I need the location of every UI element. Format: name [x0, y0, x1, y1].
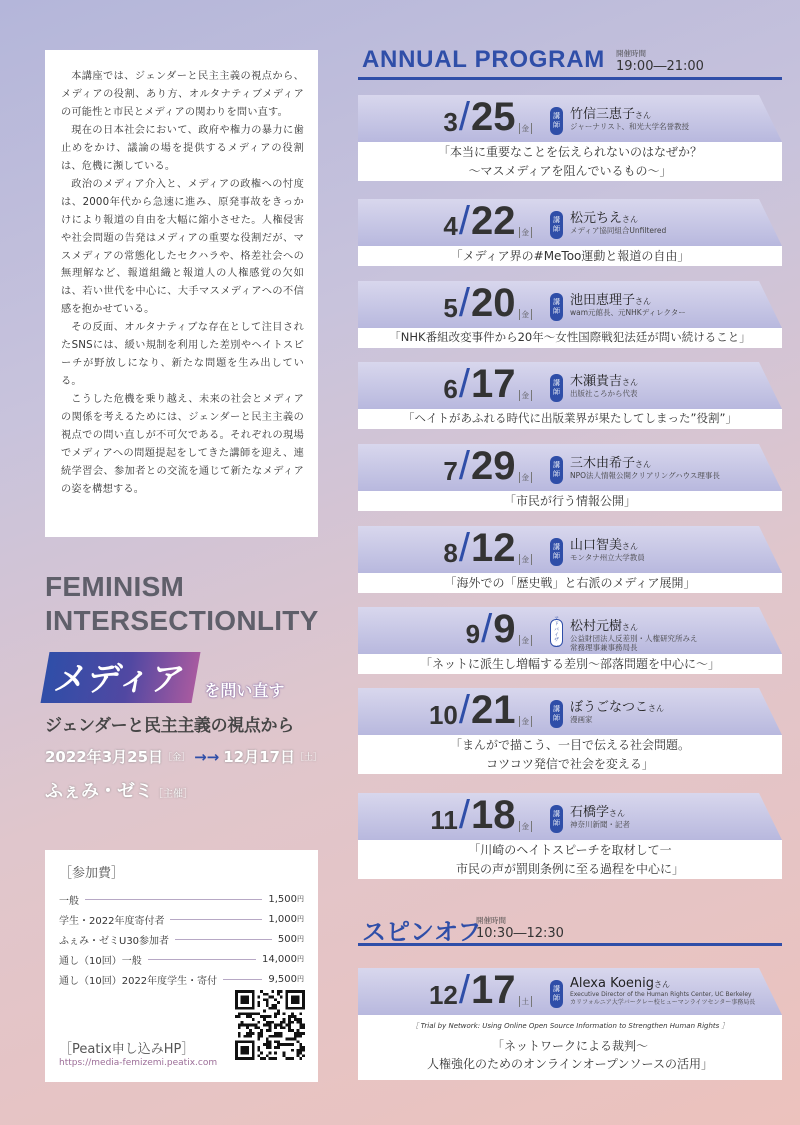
speaker-san: さん — [622, 623, 639, 632]
arrow-icon: →→ — [194, 747, 220, 766]
session-card — [358, 607, 782, 674]
lecturer-badge: 講 師 — [550, 211, 563, 239]
peatix-url-link[interactable]: https://media-femizemi.peatix.com — [59, 1058, 218, 1068]
speaker — [570, 370, 638, 398]
speaker-san: さん — [622, 378, 639, 387]
speaker-affiliation: メディア協同組合Unfiltered — [570, 226, 667, 235]
date-slash: / — [458, 968, 470, 1012]
spinoff-time — [476, 915, 564, 941]
lecturer-badge: 講 師 — [550, 456, 563, 484]
fee-price: 14,000 — [262, 953, 297, 965]
fee-label: 通し（10回）2022年度学生・寄付 — [59, 975, 218, 987]
date-slash: / — [458, 444, 470, 488]
spinoff-card — [358, 968, 782, 1080]
date-slash: / — [458, 526, 470, 570]
speaker — [570, 696, 664, 724]
brand-en-line1: FEMINISM — [45, 571, 185, 602]
fee-box — [45, 850, 318, 1082]
yen-unit: 円 — [297, 935, 304, 943]
date-slash: / — [458, 95, 470, 139]
fee-row — [59, 929, 304, 949]
session-month: 6 — [443, 374, 458, 404]
session-month: 3 — [443, 107, 458, 137]
session-weekday: 金 — [519, 123, 533, 134]
date-slash: / — [458, 688, 470, 732]
session-card — [358, 793, 782, 879]
session-card — [358, 362, 782, 429]
speaker-affiliation: 公益財団法人反差別・人権研究所みえ — [570, 634, 698, 643]
session-weekday: 金 — [519, 635, 533, 646]
fee-price: 9,500 — [268, 973, 297, 985]
speaker-affiliation: モンタナ州立大学教員 — [570, 553, 645, 562]
program-time — [616, 48, 704, 74]
fee-row — [59, 909, 304, 929]
brand-block — [45, 570, 345, 803]
speaker-affiliation: 出版社ころから代表 — [570, 389, 638, 398]
session-weekday: 金 — [519, 227, 533, 238]
yen-unit: 円 — [297, 975, 304, 983]
session-card — [358, 281, 782, 348]
session-month: 5 — [443, 293, 458, 323]
speaker-affiliation: カリフォルニア大学バークレー校ヒューマンライツセンター事務局長 — [570, 998, 756, 1006]
speaker — [570, 534, 645, 562]
date-start-weekday: ［金］ — [163, 753, 191, 764]
session-topic: コツコツ発信で社会を変える」 — [486, 756, 654, 771]
session-weekday: 金 — [519, 554, 533, 565]
date-slash: / — [458, 199, 470, 243]
date-start: 2022年3月25日 — [45, 748, 164, 767]
speaker-affiliation: 神奈川新聞・記者 — [570, 820, 630, 829]
session-date — [428, 688, 532, 732]
yen-unit: 円 — [297, 895, 304, 903]
session-topic: 市民の声が罰則条例に至る過程を中心に」 — [455, 861, 684, 876]
fee-row — [59, 889, 304, 909]
program-header — [358, 44, 782, 80]
session-day: 17 — [471, 968, 516, 1012]
lecturer-badge: 講 師 — [550, 538, 563, 566]
yen-unit: 円 — [297, 955, 304, 963]
time-value: 19:00―21:00 — [616, 59, 704, 74]
speaker-name: Alexa Koenig — [570, 976, 654, 991]
organizer — [45, 777, 345, 803]
subtitle: ジェンダーと民主主義の視点から — [45, 716, 294, 737]
session-day: 9 — [493, 607, 516, 651]
main-title — [45, 652, 345, 703]
advisor-badge: ア ド バ イ ザ ー — [550, 619, 563, 647]
brand-en-line2: INTERSECTIONLITY — [45, 605, 319, 637]
lecturer-badge: 講 師 — [550, 293, 563, 321]
fee-title: ［参加費］ — [59, 866, 125, 881]
qr-code-icon[interactable] — [235, 990, 305, 1060]
time-label: 開催時間 — [476, 916, 506, 925]
organizer-name: ふぇみ・ゼミ — [45, 781, 153, 803]
date-slash: / — [458, 793, 470, 837]
speaker-name: 山口智美 — [570, 538, 623, 553]
session-weekday: 金 — [519, 390, 533, 401]
intro-paragraph: 政治のメディア介入と、メディアの政権への忖度は、2000年代から急速に進み、原発事故をきっかけにより報道の自由を大幅に縮小させた。人権侵害や社会問題の告発はメディアの重要な役割だが、マスメディアの常態化したセクハラや、格差社会への無理解など、報道組織と報道人の人権感覚の欠如は、若い世代を中心に、大手マスメディアへの不信感を抱かせている。 — [61, 178, 304, 316]
session-weekday: 金 — [519, 309, 533, 320]
fee-bottom — [59, 990, 304, 1070]
main-title-media: メディア — [41, 652, 201, 703]
speaker-name: 木瀬貴吉 — [570, 374, 623, 389]
speaker — [570, 615, 698, 653]
session-english-title: ［ Trial by Network: Using Online Open Source Information to Strengthen Human Rights ］ — [411, 1022, 729, 1031]
session-date — [465, 607, 532, 651]
session-month: 10 — [428, 700, 458, 730]
session-topic: 「まんがで描こう、一目で伝える社会問題。 — [449, 738, 690, 753]
speaker-name: 三木由希子 — [570, 456, 636, 471]
peatix-label: ［Peatix申し込みHP］ — [59, 1042, 195, 1057]
fee-label: 一般 — [59, 895, 79, 907]
session-topic: 「本当に重要なことを伝えられないのはなぜか？ — [437, 145, 702, 160]
speaker — [570, 289, 686, 317]
session-date — [428, 968, 532, 1012]
session-topic: 〜マスメディアを阻んでいるもの〜」 — [468, 163, 672, 178]
session-date — [443, 281, 532, 325]
speaker-affiliation: Executive Director of the Human Rights Center, UC Berkeley — [570, 991, 752, 998]
session-day: 17 — [471, 362, 516, 406]
program-title: ANNUAL PROGRAM — [362, 46, 605, 73]
session-topic: 「市民が行う情報公開」 — [503, 493, 636, 508]
session-card — [358, 444, 782, 511]
date-end: 12月17日 — [223, 748, 295, 767]
lecturer-badge: 講 師 — [550, 980, 563, 1008]
intro-paragraph: 本講座では、ジェンダーと民主主義の視点から、メディアの役割、あり方、オルタナティブメディアの可能性と市民とメディアの関わりを問い直す。 — [61, 71, 304, 118]
session-month: 8 — [443, 538, 458, 568]
speaker-affiliation: NPO法人情報公開クリアリングハウス理事長 — [570, 471, 720, 480]
speaker — [570, 207, 666, 235]
fee-row — [59, 969, 304, 989]
session-month: 4 — [443, 211, 458, 241]
session-date — [443, 444, 532, 488]
session-day: 18 — [471, 793, 516, 837]
session-month: 11 — [430, 805, 458, 835]
session-date — [443, 526, 532, 570]
fee-price: 500 — [277, 933, 297, 945]
speaker-san: さん — [635, 297, 652, 306]
speaker — [570, 976, 755, 1006]
speaker — [570, 103, 689, 131]
speaker-affiliation: 常務理事兼事務局長 — [570, 643, 638, 653]
intro-paragraph: その反面、オルタナティブな存在として注目されたSNSには、緩い規制を利用した差別やヘイトスピーチが野放しになり、新たな問題を生み出している。 — [61, 322, 304, 388]
session-date — [443, 199, 532, 243]
session-topic: 「ヘイトがあふれる時代に出版業界が果たしてしまった”役割”」 — [403, 411, 737, 426]
session-day: 12 — [471, 526, 516, 570]
session-date — [430, 793, 532, 837]
spinoff-header — [358, 912, 782, 946]
session-weekday: 土 — [519, 996, 533, 1007]
fee-price: 1,000 — [268, 913, 297, 925]
speaker — [570, 452, 720, 480]
organizer-role: ［主催］ — [153, 789, 193, 801]
session-card — [358, 526, 782, 593]
session-topic: 人権強化のためのオンラインオープンソースの活用」 — [427, 1057, 713, 1072]
lecturer-badge: 講 師 — [550, 700, 563, 728]
session-weekday: 金 — [519, 716, 533, 727]
session-day: 20 — [471, 281, 516, 325]
fee-row — [59, 949, 304, 969]
session-card — [358, 199, 782, 266]
session-day: 25 — [471, 95, 516, 139]
speaker-affiliation: 漫画家 — [570, 715, 593, 724]
speaker-affiliation: wam元館長、元NHKディレクター — [570, 308, 686, 317]
session-date — [443, 95, 532, 139]
session-date — [443, 362, 532, 406]
session-weekday: 金 — [519, 821, 533, 832]
speaker-name: 石橋学 — [570, 805, 610, 820]
session-topic: 「川崎のヘイトスピーチを取材して一 — [468, 843, 672, 858]
fee-label: ふぇみ・ゼミU30参加者 — [59, 935, 170, 947]
session-day: 29 — [471, 444, 516, 488]
yen-unit: 円 — [297, 915, 304, 923]
time-label: 開催時間 — [616, 49, 646, 58]
speaker-san: さん — [648, 704, 665, 713]
session-day: 21 — [471, 688, 516, 732]
date-slash: / — [458, 281, 470, 325]
date-slash: / — [458, 362, 470, 406]
speaker-name: 松元ちえ — [570, 211, 623, 226]
speaker-name: 竹信三恵子 — [570, 107, 636, 122]
intro-paragraph: こうした危機を乗り越え、未来の社会とメディアの関係を考えるためには、ジェンダーと民主主義の視点での問い直しが不可欠である。それぞれの現場でメディアへの問題提起をしてきた講師を迎え、連続学習会、参加者との交流を通じて新たなメディアの姿を構想する。 — [61, 394, 304, 495]
speaker-san: さん — [609, 809, 626, 818]
session-card — [358, 95, 782, 181]
session-month: 7 — [443, 456, 458, 486]
session-card — [358, 688, 782, 774]
main-title-rethink: を問い直す — [204, 681, 285, 701]
session-topic: 「海外での「歴史戦」と右派のメディア展開」 — [444, 575, 696, 590]
session-day: 22 — [471, 199, 516, 243]
speaker-name: 松村元樹 — [570, 619, 623, 634]
speaker — [570, 801, 630, 829]
lecturer-badge: 講 師 — [550, 374, 563, 402]
session-topic: 「ネットワークによる裁判〜 — [491, 1039, 648, 1054]
date-end-weekday: ［土］ — [294, 753, 322, 764]
session-topic: 「メディア界の#MeToo運動と報道の自由」 — [450, 248, 690, 263]
time-value: 10:30―12:30 — [476, 926, 564, 941]
session-month: 12 — [428, 980, 458, 1010]
fee-price: 1,500 — [268, 893, 297, 905]
speaker-san: さん — [622, 542, 639, 551]
intro-paragraph: 現在の日本社会において、政府や権力の暴力に歯止めをかけ、議論の場を提供するメディアの役割は、危機に瀕している。 — [61, 124, 304, 172]
speaker-name: 池田恵理子 — [570, 293, 636, 308]
speaker-san: さん — [622, 215, 639, 224]
speaker-affiliation: ジャーナリスト、和光大学名誉教授 — [570, 122, 690, 131]
session-weekday: 金 — [519, 472, 533, 483]
fee-label: 通し（10回）一般 — [59, 955, 142, 967]
speaker-san: さん — [635, 460, 652, 469]
session-topic: 「ネットに派生し増幅する差別〜部落問題を中心に〜」 — [419, 656, 720, 671]
session-month: 9 — [465, 619, 481, 649]
fee-label: 学生・2022年度寄付者 — [59, 915, 165, 927]
date-slash: / — [481, 607, 493, 651]
speaker-san: さん — [654, 980, 670, 989]
session-topic: 「NHK番組改変事件から20年〜女性国際戦犯法廷が問い続けること」 — [389, 330, 751, 345]
lecturer-badge: 講 師 — [550, 805, 563, 833]
intro-text-box — [45, 50, 318, 537]
spinoff-title: スピンオフ — [362, 918, 482, 946]
speaker-san: さん — [635, 111, 652, 120]
speaker-name: ぼうごなつこ — [570, 700, 649, 715]
lecturer-badge: 講 師 — [550, 107, 563, 135]
date-range — [45, 746, 345, 767]
